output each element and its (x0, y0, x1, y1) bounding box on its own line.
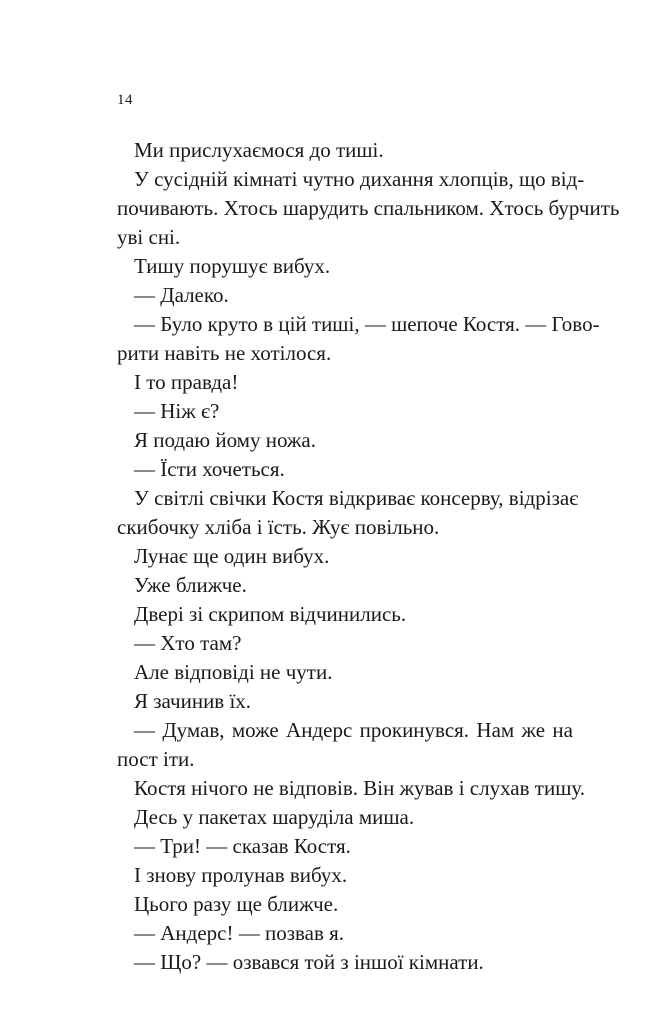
text-line: — Їсти хочеться. (134, 457, 285, 481)
paragraph (117, 716, 573, 774)
text-line: пост іти. (117, 747, 195, 771)
paragraph (117, 832, 573, 861)
text-line: уві сні. (117, 225, 181, 249)
paragraph (117, 861, 573, 890)
text-line: Лунає ще один вибух. (134, 544, 330, 568)
text-line: — Було круто в цій тиші, — шепоче Костя. — Гово- (134, 312, 600, 336)
paragraph (117, 803, 573, 832)
text-line: почивають. Хтось шарудить спальником. Хтось бурчить (117, 196, 620, 220)
paragraph (117, 455, 573, 484)
text-line: — Андерс! — позвав я. (134, 921, 345, 945)
text-line: — Ніж є? (134, 399, 220, 423)
text-line: Костя нічого не відповів. Він жував і слухав тишу. (134, 776, 586, 800)
paragraph (117, 919, 573, 948)
paragraph (117, 397, 573, 426)
paragraph (117, 136, 573, 165)
text-line: — Далеко. (134, 283, 229, 307)
paragraph (117, 165, 620, 252)
text-line: Тишу порушує вибух. (134, 254, 331, 278)
paragraph (117, 542, 573, 571)
paragraph (117, 368, 573, 397)
text-line: скибочку хліба і їсть. Жує повільно. (117, 515, 440, 539)
paragraph (117, 658, 573, 687)
text-line: Уже ближче. (134, 573, 247, 597)
text-line: Я подаю йому ножа. (134, 428, 317, 452)
paragraph (117, 948, 573, 977)
paragraph (117, 426, 573, 455)
paragraph (117, 484, 579, 542)
text-line: Двері зі скрипом відчинились. (134, 602, 407, 626)
body-text (117, 136, 620, 977)
text-line: — Три! — сказав Костя. (134, 834, 351, 858)
paragraph (117, 252, 573, 281)
text-line: У сусідній кімнаті чутно дихання хлопців, що від- (134, 167, 585, 191)
text-line: Ми прислухаємося до тиші. (134, 138, 384, 162)
paragraph (117, 687, 573, 716)
text-line: Десь у пакетах шаруділа миша. (134, 805, 415, 829)
text-line: Але відповіді не чути. (134, 660, 333, 684)
text-line: І то правда! (134, 370, 239, 394)
text-line: рити навіть не хотілося. (117, 341, 332, 365)
paragraph (117, 600, 573, 629)
text-line: — Хто там? (134, 631, 242, 655)
paragraph (117, 890, 573, 919)
text-line: — Що? — озвався той з іншої кімнати. (134, 950, 484, 974)
paragraph (117, 774, 586, 803)
text-line: Цього разу ще ближче. (134, 892, 339, 916)
text-line: У світлі свічки Костя відкриває консерву, відрізає (134, 486, 579, 510)
text-line: І знову пролунав вибух. (134, 863, 348, 887)
text-line: Я зачинив їх. (134, 689, 252, 713)
text-line: — Думав, може Андерс прокинувся. Нам же на (134, 718, 573, 742)
paragraph (117, 281, 573, 310)
paragraph (117, 571, 573, 600)
paragraph (117, 310, 600, 368)
paragraph (117, 629, 573, 658)
page-number: 14 (117, 92, 133, 108)
